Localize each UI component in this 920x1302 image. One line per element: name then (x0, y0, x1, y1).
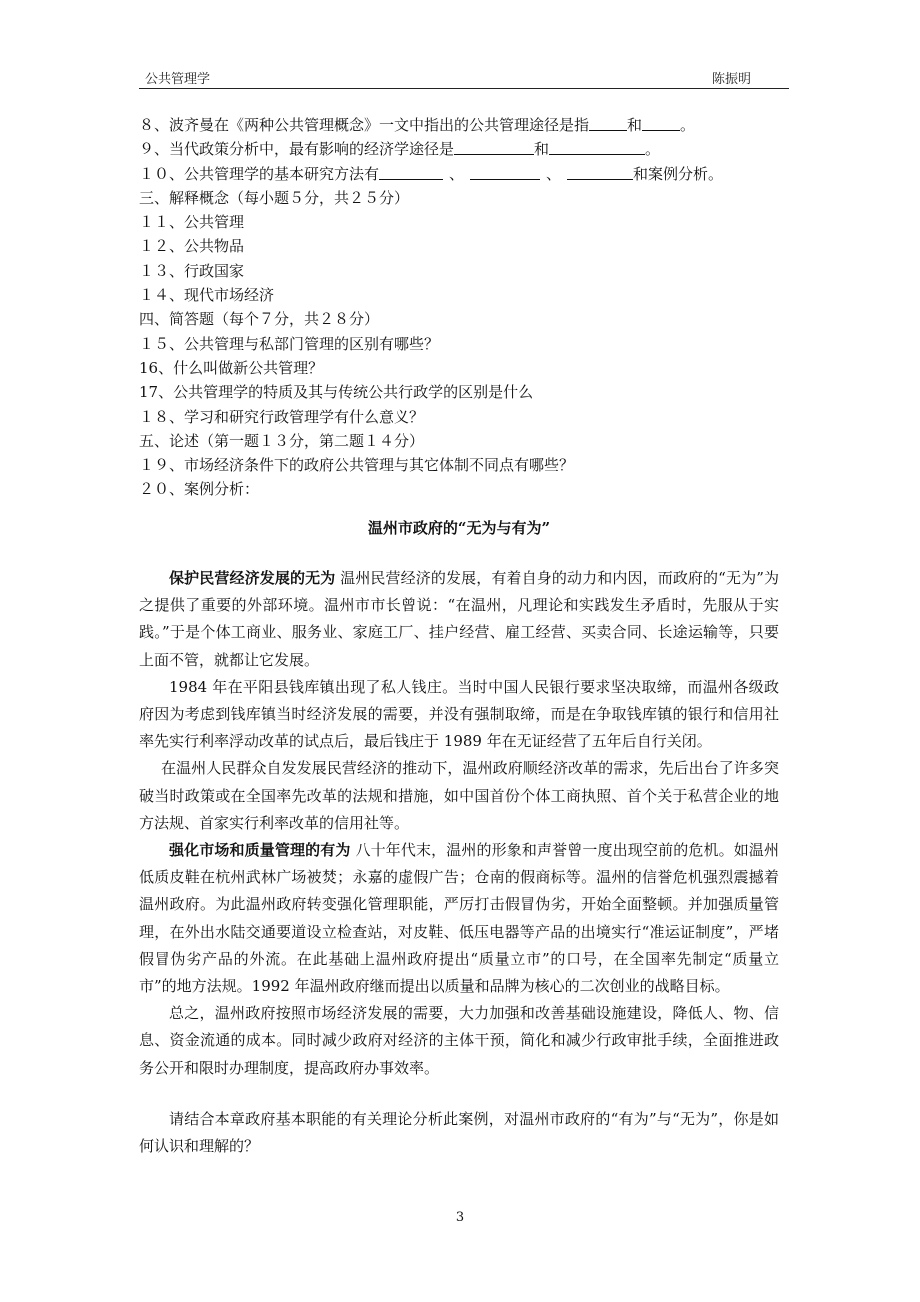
case-paragraph-5: 总之，温州政府按照市场经济发展的需要，大力加强和改善基础设施建设，降低人、物、信息、资金流通的成本。同时减少政府对经济的主体干预，简化和减少行政审批手续，全面推进政务公开和限时办理制度，提高政府办事效率。 (139, 1004, 779, 1077)
answer-blank (567, 164, 633, 180)
case-paragraph-4: 强化市场和质量管理的有为 八十年代末，温州的形象和声誉曾一度出现空前的危机。如温州低质皮鞋在杭州武林广场被焚；永嘉的虚假广告；仓南的假商标等。温州的信誉危机强烈震撼着温州政府。为此温州政府转变强化管理职能，严厉打击假冒伪劣，开始全面整顿。并加强质量管理，在外出水陆交通要道设立检查站，对皮鞋、低压电器等产品的出境实行“准运证制度”，严堵假冒伪劣产品的外流。在此基础上温州政府提出“质量立市”的口号，在全国率先制定“质量立市”的地方法规。1992 年温州政府继而提出以质量和品牌为核心的二次创业的战略目标。 (139, 841, 779, 996)
question-17: 17、公共管理学的特质及其与传统公共行政学的区别是什么 (139, 383, 534, 402)
question-20: ２０、案例分析： (139, 480, 260, 499)
section-3-heading: 三、解释概念（每小题５分，共２５分） (139, 188, 410, 207)
question-18: １８、学习和研究行政管理学有什么意义？ (139, 407, 425, 426)
question-16: 16、什么叫做新公共管理？ (139, 358, 324, 377)
case-heading-wuwei: 保护民营经济发展的无为 (169, 569, 336, 587)
case-paragraph-1: 保护民营经济发展的无为 温州民营经济的发展，有着自身的动力和内因，而政府的“无为”为之提供了重要的外部环境。温州市市长曾说：“在温州，凡理论和实践发生矛盾时，先服从于实践。”于是个体工商业、服务业、家庭工厂、挂户经营、雇工经营、买卖合同、长途运输等，只要上面不管，就都让它发展。 (139, 569, 779, 669)
answer-blank (589, 115, 627, 131)
exam-content (139, 113, 779, 1156)
page-header (139, 66, 789, 89)
question-13: １３、行政国家 (139, 261, 245, 280)
question-14: １４、现代市场经济 (139, 286, 275, 305)
case-body (139, 565, 779, 1160)
case-paragraph-2: 1984 年在平阳县钱库镇出现了私人钱庄。当时中国人民银行要求坚决取缔，而温州各级政府因为考虑到钱库镇当时经济发展的需要，并没有强制取缔，而是在争取钱库镇的银行和信用社率先实行利率浮动改革的试点后，最后钱庄于 1989 年在无证经营了五年后自行关闭。 (139, 677, 779, 751)
page-number: 3 (455, 1210, 465, 1225)
case-paragraph-3: 在温州人民群众自发发展民营经济的推动下，温州政府顺经济改革的需求，先后出台了许多突破当时政策或在全国率先改革的法规和措施，如中国首份个体工商执照、首个关于私营企业的地方法规、首家实行利率改革的信用社等。 (139, 759, 779, 832)
question-9: ９、当代政策分析中，最有影响的经济学途径是 和 。 (139, 140, 661, 159)
question-11: １１、公共管理 (139, 213, 245, 232)
case-question: 请结合本章政府基本职能的有关理论分析此案例，对温州市政府的“有为”与“无为”，你是如何认识和理解的？ (139, 1109, 779, 1156)
course-title: 公共管理学 (145, 72, 211, 87)
section-5-heading: 五、论述（第一题１３分，第二题１４分） (139, 431, 425, 450)
question-12: １２、公共物品 (139, 237, 245, 256)
answer-blank (454, 139, 534, 155)
case-heading-youwei: 强化市场和质量管理的有为 (169, 841, 351, 860)
question-19: １９、市场经济条件下的政府公共管理与其它体制不同点有哪些？ (139, 456, 575, 475)
question-10: １０、公共管理学的基本研究方法有 、 、 和案例分析。 (139, 164, 724, 183)
case-title: 温州市政府的“无为与有为” (367, 519, 551, 537)
section-4-heading: 四、简答题（每个７分，共２８分） (139, 310, 380, 329)
author-name: 陈振明 (711, 72, 751, 87)
question-15: １５、公共管理与私部门管理的区别有哪些？ (139, 334, 440, 353)
answer-blank (642, 115, 680, 131)
answer-blank (379, 164, 443, 180)
question-8: ８、波齐曼在《两种公共管理概念》一文中指出的公共管理途径是指 和 。 (139, 116, 696, 134)
answer-blank (470, 164, 540, 180)
answer-blank (549, 139, 645, 155)
